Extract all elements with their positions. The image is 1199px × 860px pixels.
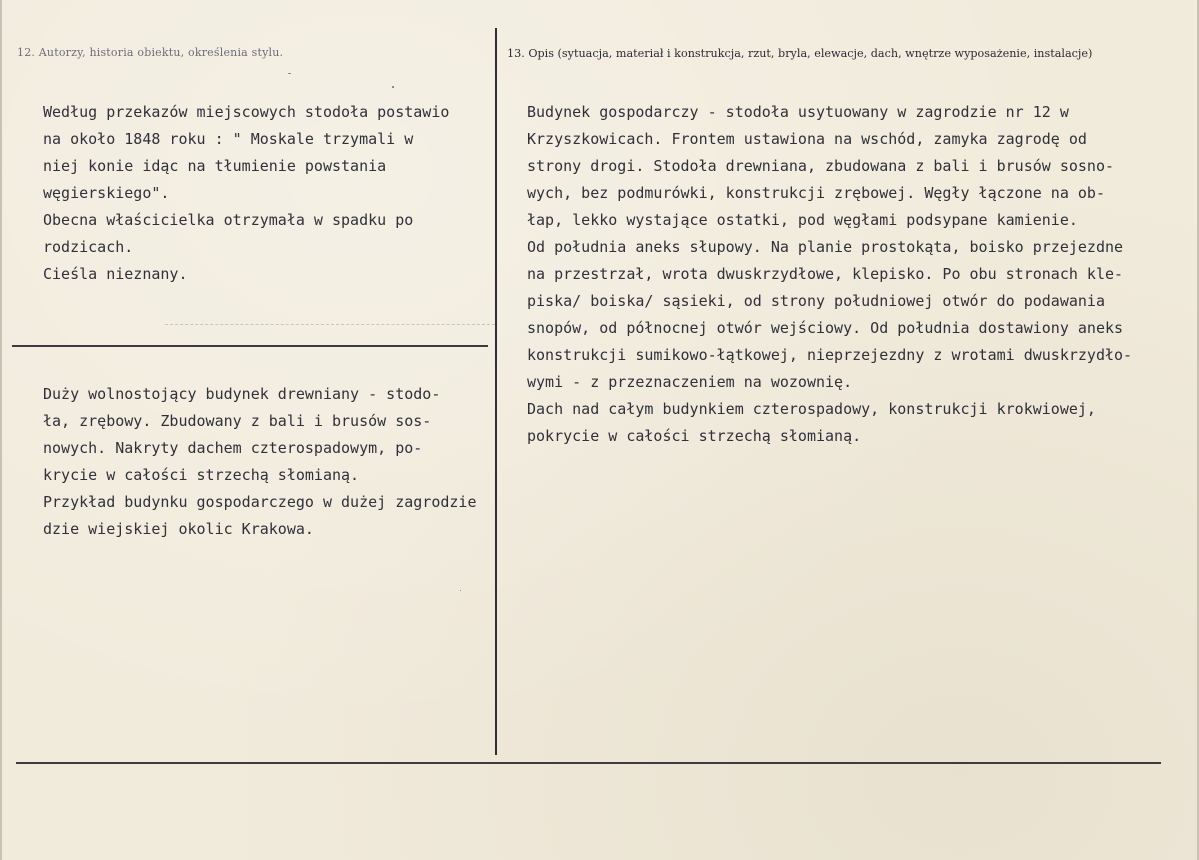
- text-line: Duży wolnostojący budynek drewniany - stodo-: [43, 385, 441, 403]
- section-divider: [12, 345, 488, 347]
- text-line: nowych. Nakryty dachem czterospadowym, po-: [43, 439, 423, 457]
- text-line: Od południa aneks słupowy. Na planie prostokąta, boisko przejezdne: [527, 238, 1124, 256]
- left-edge: [0, 0, 2, 860]
- bottom-rule: [16, 762, 1161, 764]
- text-line: Krzyszkowicach. Frontem ustawiona na wschód, zamyka zagrodę od: [527, 130, 1087, 148]
- text-line: niej konie idąc na tłumienie powstania: [43, 157, 387, 175]
- text-line: wych, bez podmurówki, konstrukcji zrębowej. Węgły łączone na ob-: [527, 184, 1105, 202]
- paper-speck: [392, 86, 394, 88]
- text-line: węgierskiego".: [43, 184, 170, 202]
- faint-dashed-rule: [165, 324, 495, 326]
- vertical-divider: [495, 28, 497, 755]
- text-line: piska/ boiska/ sąsieki, od strony południowej otwór do podawania: [527, 292, 1105, 310]
- paper-speck: [288, 73, 291, 74]
- text-line: krycie w całości strzechą słomianą.: [43, 466, 360, 484]
- text-line: Cieśla nieznany.: [43, 265, 188, 283]
- text-line: snopów, od północnej otwór wejściowy. Od południa dostawiony aneks: [527, 319, 1124, 337]
- section-12-text: [43, 99, 449, 288]
- text-line: dzie wiejskiej okolic Krakowa.: [43, 520, 314, 538]
- text-line: na około 1848 roku : " Moskale trzymali w: [43, 130, 414, 148]
- text-line: pokrycie w całości strzechą słomianą.: [527, 427, 862, 445]
- text-line: łap, lekko wystające ostatki, pod węgłami podsypane kamienie.: [527, 211, 1078, 229]
- text-line: wymi - z przeznaczeniem na wozownię.: [527, 373, 853, 391]
- text-line: ła, zrębowy. Zbudowany z bali i brusów sos-: [43, 412, 432, 430]
- text-line: Dach nad całym budynkiem czterospadowy, konstrukcji krokwiowej,: [527, 400, 1096, 418]
- text-line: Obecna właścicielka otrzymała w spadku po: [43, 211, 414, 229]
- text-line: strony drogi. Stodoła drewniana, zbudowana z bali i brusów sosno-: [527, 157, 1114, 175]
- field-13-header: 13. Opis (sytuacja, materiał i konstrukcja, rzut, bryla, elewacje, dach, wnętrze wyposażenie, instalacje): [507, 47, 1093, 60]
- text-line: Według przekazów miejscowych stodoła postawio: [43, 103, 450, 121]
- text-line: Przykład budynku gospodarczego w dużej zagrodzie: [43, 493, 477, 511]
- text-line: rodzicach.: [43, 238, 134, 256]
- text-line: na przestrzał, wrota dwuskrzydłowe, klepisko. Po obu stronach kle-: [527, 265, 1124, 283]
- field-12-header: 12. Autorzy, historia obiektu, określenia stylu.: [17, 46, 284, 59]
- lower-left-text: [43, 381, 476, 543]
- paper-speck: [460, 590, 461, 591]
- text-line: konstrukcji sumikowo-łątkowej, nieprzejezdny z wrotami dwuskrzydło-: [527, 346, 1133, 364]
- text-line: Budynek gospodarczy - stodoła usytuowany w zagrodzie nr 12 w: [527, 103, 1069, 121]
- section-13-text: [527, 99, 1132, 450]
